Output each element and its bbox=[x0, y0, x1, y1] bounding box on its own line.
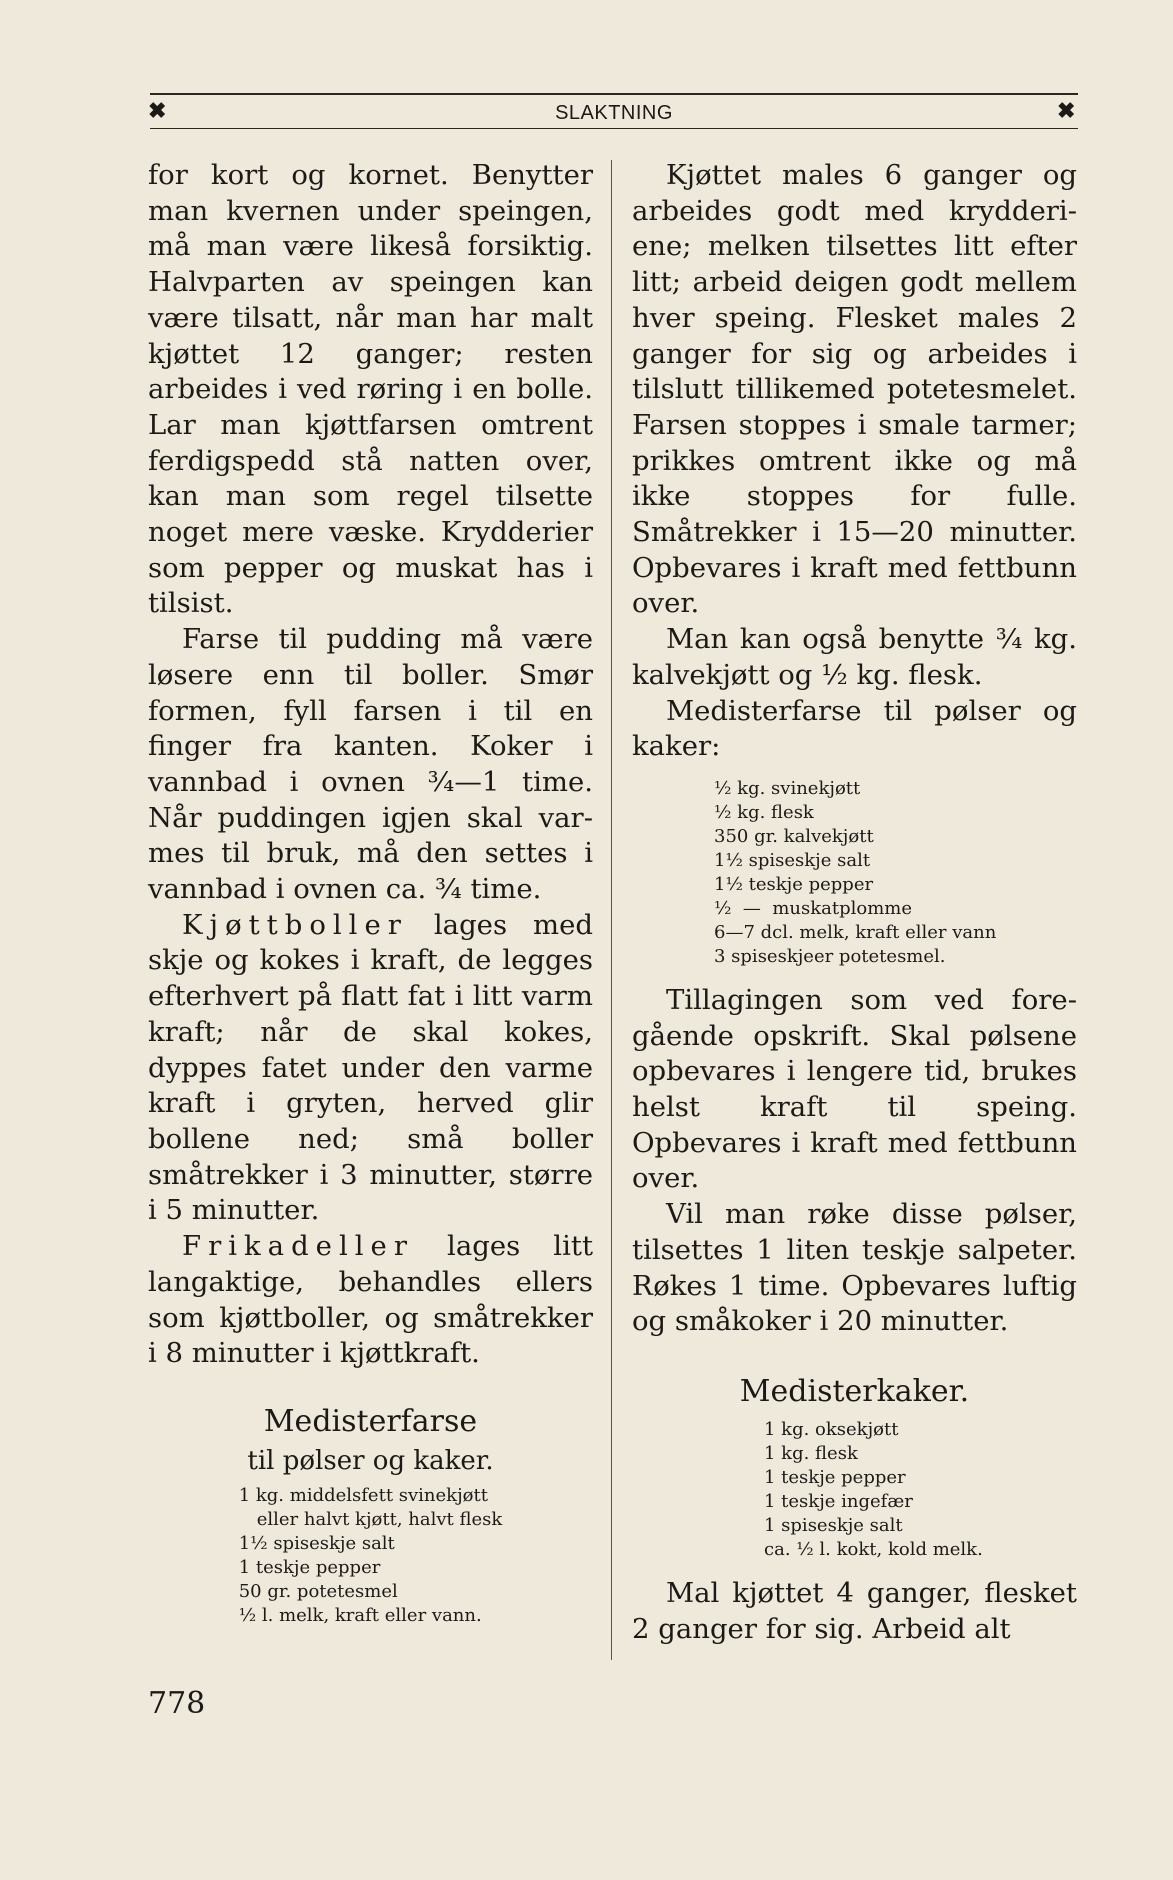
ingredient: ca. ½ l. kokt, kold melk. bbox=[764, 1538, 983, 1560]
header-rule-top bbox=[150, 93, 1078, 95]
paragraph: Kjøttet males 6 ganger og arbeides godt med krydderiene; melken tilsettes litt efter litt; arbeid deigen godt mellem hver speing. Flesket males 2 ganger for sig og arbeides i tilslutt tillikemed potetesmelet. Farsen stoppes i smale tarmer; prikkes omtrent ikke og må ikke stoppes for fulle. Småtrekker i 15—20 minutter. Opbevares i kraft med fettbunn over. bbox=[632, 159, 1077, 620]
ingredient: 1 kg. middelsfett svinekjøtt bbox=[238, 1484, 488, 1506]
paragraph: Man kan også benytte ¾ kg. kalvekjøtt og ½ kg. flesk. bbox=[632, 623, 1077, 691]
paragraph: Medisterfarse til pølser og kaker: bbox=[632, 694, 1077, 763]
ingredient: 6—7 dcl. melk, kraft eller vann bbox=[714, 921, 997, 943]
recipe-subheading: til pølser og kaker. bbox=[247, 1445, 494, 1476]
right-column bbox=[632, 158, 1077, 1647]
recipe-heading: Medisterfarse bbox=[263, 1403, 478, 1439]
ingredient: 1 kg. oksekjøtt bbox=[764, 1418, 899, 1440]
ingredient: 1 teskje pepper bbox=[764, 1466, 906, 1488]
ingredient-list bbox=[632, 777, 1077, 969]
ingredient: 50 gr. potetesmel bbox=[238, 1580, 398, 1602]
ingredient: 3 spiseskjeer potetesmel. bbox=[714, 945, 946, 967]
header-ornament-right-icon: ✖ bbox=[1057, 98, 1076, 124]
paragraph: Tillagingen som ved foregående opskrift. Skal pølsene opbevares i lengere tid, brukes helst kraft til speing. Opbevares i kraft med fettbunn over. bbox=[632, 983, 1077, 1195]
paragraph: Vil man røke disse pølser, tilsettes 1 liten teskje salpeter. Røkes 1 time. Opbevares luftig og småkoker i 20 minutter. bbox=[632, 1198, 1077, 1338]
running-header-title: SLAKTNING bbox=[555, 102, 673, 124]
paragraph: Farse til pudding må være løsere enn til boller. Smør formen, fyll farsen i til en finger fra kanten. Koker i vannbad i ovnen ¾—1 time. Når puddingen igjen skal varmes til bruk, må den settes i vannbad i ovnen ca. ¾ time. bbox=[148, 623, 593, 906]
ingredient: eller halvt kjøtt, halvt flesk bbox=[256, 1508, 503, 1530]
left-column bbox=[148, 158, 593, 1642]
ingredient: 1 kg. flesk bbox=[764, 1442, 858, 1464]
ingredient: 350 gr. kalvekjøtt bbox=[714, 825, 874, 847]
ingredient: 1 spiseskje salt bbox=[764, 1514, 903, 1536]
ingredient: ½ kg. svinekjøtt bbox=[714, 777, 861, 799]
paragraph: for kort og kornet. Benytter man kvernen under speingen, må man være likeså forsiktig. Halvparten av speingen kan være tilsatt, når man har malt kjøttet 12 ganger; resten arbeides i ved røring i en bolle. Lar man kjøttfarsen omtrent ferdigspedd stå natten over, kan man som regel tilsette noget mere væske. Krydderier som pepper og muskat has i tilsist. bbox=[148, 159, 593, 620]
header-ornament-left-icon: ✖ bbox=[148, 98, 167, 124]
paragraph bbox=[148, 908, 593, 1229]
paragraph: Mal kjøttet 4 ganger, flesket 2 ganger for sig. Arbeid alt bbox=[632, 1576, 1077, 1645]
spaced-term: Kjøttboller bbox=[182, 908, 408, 941]
ingredient: ½ l. melk, kraft eller vann. bbox=[238, 1604, 482, 1626]
column-divider bbox=[611, 160, 612, 1660]
ingredient: 1 teskje pepper bbox=[238, 1556, 381, 1578]
paragraph-text: lages litt langaktige, behandles ellers som kjøttboller, og småtrekker i 8 minutter i kjøttkraft. bbox=[148, 1230, 593, 1370]
header-rule-bottom bbox=[150, 128, 1078, 129]
ingredient: 1½ spiseskje salt bbox=[238, 1532, 395, 1554]
ingredient-list bbox=[632, 1418, 1077, 1562]
page-number: 778 bbox=[148, 1686, 206, 1721]
paragraph bbox=[148, 1229, 593, 1372]
ingredient: ½ kg. flesk bbox=[714, 801, 814, 823]
spaced-term: Frikadeller bbox=[182, 1230, 414, 1263]
ingredient: ½ — muskatplomme bbox=[714, 897, 913, 919]
ingredient-list bbox=[148, 1484, 593, 1628]
paragraph-text: lages med skje og kokes i kraft, de legges efterhvert på flatt fat i litt varm kraft; når de skal kokes, dyppes fatet under den varme kraft i gryten, herved glir bollene ned; små boller småtrekker i 3 minutter, større i 5 minutter. bbox=[148, 908, 593, 1227]
recipe-heading: Medisterkaker. bbox=[739, 1373, 970, 1409]
ingredient: 1 teskje ingefær bbox=[764, 1490, 913, 1512]
ingredient: 1½ spiseskje salt bbox=[714, 849, 871, 871]
ingredient: 1½ teskje pepper bbox=[714, 873, 874, 895]
